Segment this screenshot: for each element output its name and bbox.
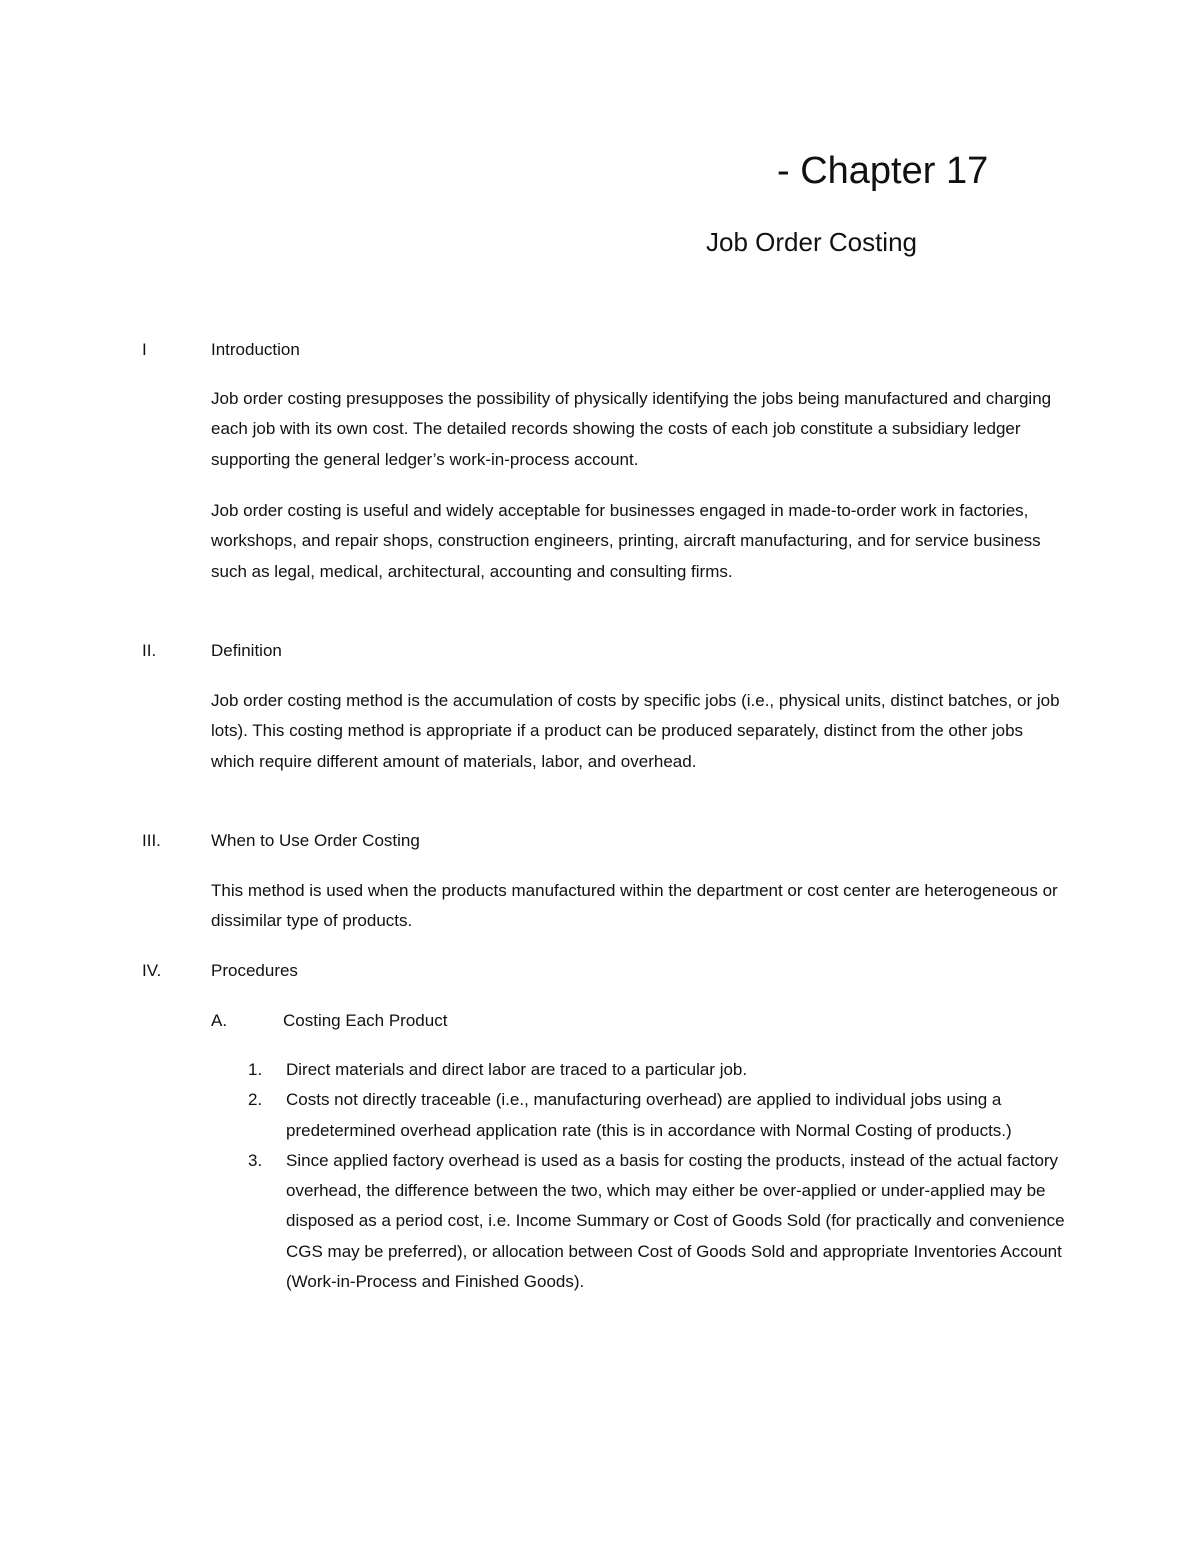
- section-number: I: [142, 340, 147, 359]
- list-marker: 2.: [248, 1090, 263, 1110]
- subsection-heading: Costing Each Product: [283, 1011, 448, 1030]
- list-marker: 1.: [248, 1060, 263, 1079]
- chapter-subtitle: Job Order Costing: [706, 227, 917, 257]
- section-heading-procedures: Procedures: [211, 961, 298, 980]
- section-heading-when-to-use: When to Use Order Costing: [211, 831, 420, 850]
- section-heading-introduction: Introduction: [211, 340, 300, 359]
- paragraph: Job order costing presupposes the possibility of physically identifying the jobs being manufactured and charging each job with its own cost. The detailed records showing the costs of each job constitute a subsidiary ledger supporting the general ledger’s work-in-process account.: [211, 389, 1052, 469]
- procedure-list: [248, 1055, 1078, 1297]
- list-item-text: Direct materials and direct labor are traced to a particular job.: [286, 1060, 748, 1079]
- list-item-text: Since applied factory overhead is used as a basis for costing the products, instead of the actual factory overhead, the difference between the two, which may either be over-applied or under-applied may be disposed as a period cost, i.e. Income Summary or Cost of Goods Sold (for practically and convenience CGS may be preferred), or allocation between Cost of Goods Sold and appropriate Inventories Account (Work-in-Process and Finished Goods).: [286, 1150, 1065, 1292]
- subsection-letter: A.: [211, 1011, 228, 1030]
- list-item: [248, 1146, 1078, 1297]
- section-number: III.: [142, 831, 161, 850]
- chapter-title: - Chapter 17: [777, 150, 989, 192]
- paragraph: Job order costing method is the accumulation of costs by specific jobs (i.e., physical units, distinct batches, or job lots). This costing method is appropriate if a product can be produced separately, distinct from the other jobs which require different amount of materials, labor, and overhead.: [211, 691, 1060, 771]
- list-item: [248, 1055, 1078, 1085]
- list-item: [248, 1085, 1078, 1146]
- section-heading-definition: Definition: [211, 641, 282, 660]
- paragraph: This method is used when the products manufactured within the department or cost center are heterogeneous or dissimilar type of products.: [211, 881, 1058, 931]
- list-item-text: Costs not directly traceable (i.e., manufacturing overhead) are applied to individual jobs using a predetermined overhead application rate (this is in accordance with Normal Costing of products.): [286, 1090, 1012, 1140]
- section-number: IV.: [142, 961, 162, 980]
- list-marker: 3.: [248, 1150, 263, 1170]
- paragraph: Job order costing is useful and widely acceptable for businesses engaged in made-to-order work in factories, workshops, and repair shops, construction engineers, printing, aircraft manufacturing, and for service business such as legal, medical, architectural, accounting and consulting firms.: [211, 501, 1041, 581]
- section-number: II.: [142, 641, 157, 660]
